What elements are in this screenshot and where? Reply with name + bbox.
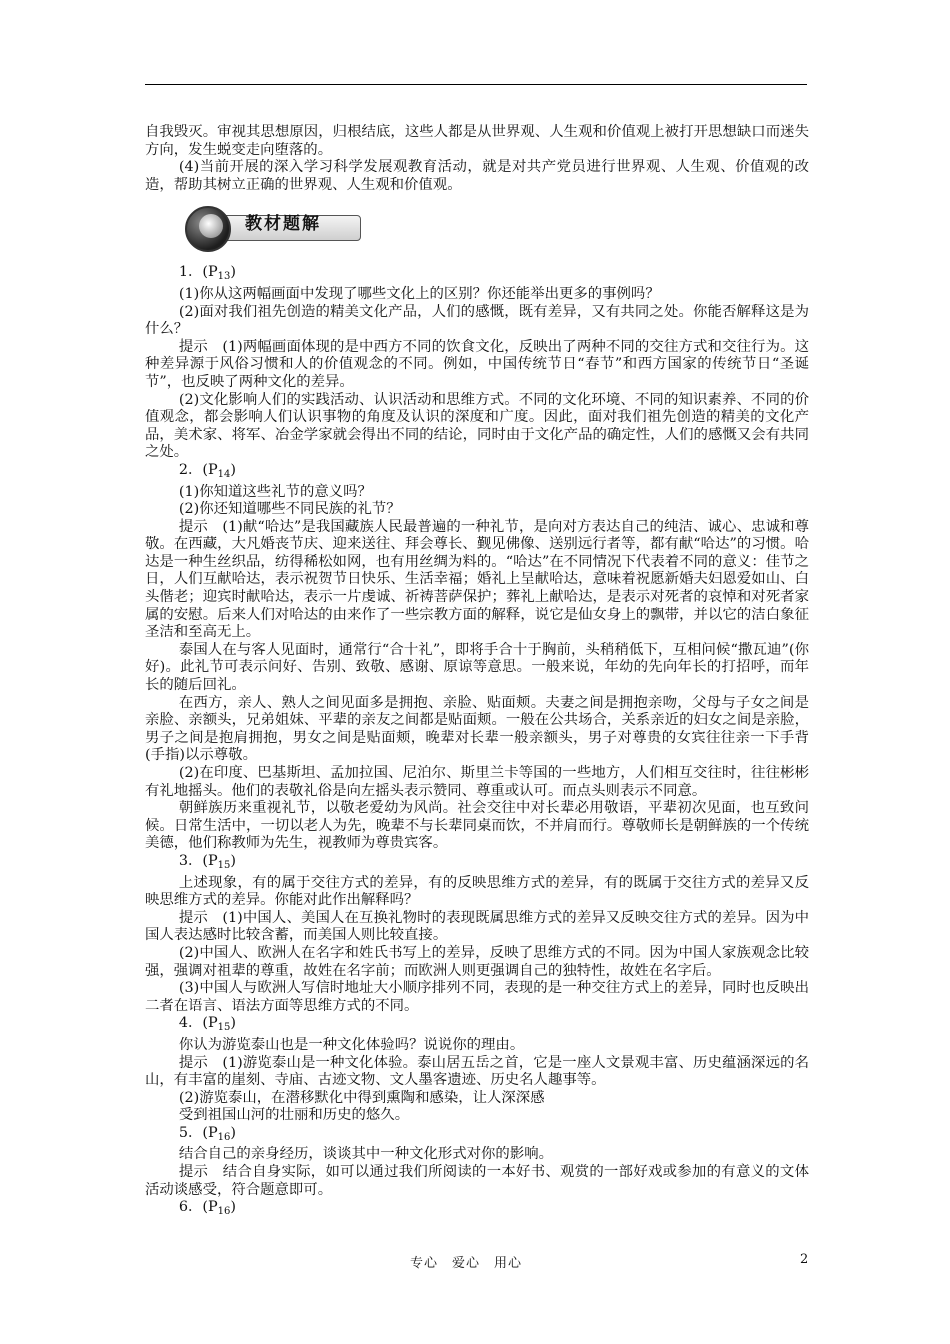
paragraph: (3)中国人与欧洲人写信时地址大小顺序排列不同，表现的是一种交往方式上的差异，同时也反映出二者在语言、语法方面等思维方式的不同。 — [145, 980, 809, 1014]
paragraph: (2)文化影响人们的实践活动、认识活动和思维方式。不同的文化环境、不同的知识素养、不同的价值观念，都会影响人们认识事物的角度及认识的深度和广度。因此，面对我们祖先创造的精美的文化产品，美术家、将军、冶金学家就会得出不同的结论，同时由于文化产品的确定性，人们的感慨又会有共同之处。 — [145, 391, 809, 461]
question-number-label: 3．(P — [178, 852, 218, 869]
paragraph: 提示 (1)游览泰山是一种文化体验。泰山居五岳之首，它是一座人文景观丰富、历史蕴涵深远的名山，有丰富的崖刻、寺庙、古迹文物、文人墨客遗迹、历史名人趣事等。 — [145, 1054, 809, 1089]
paragraph: 泰国人在与客人见面时，通常行“合十礼”，即将手合十于胸前，头稍稍低下，互相问候“撒瓦迪”(你好)。此礼节可表示问好、告别、致敬、感谢、原谅等意思。一般来说，年幼的先向年长的打招呼，而年长的随后回礼。 — [145, 641, 809, 694]
paragraph: (2)面对我们祖先创造的精美文化产品，人们的感慨，既有差异，又有共同之处。你能否解释这是为什么？ — [145, 303, 809, 338]
paragraph: 朝鲜族历来重视礼节，以敬老爱幼为风尚。社会交往中对长辈必用敬语，平辈初次见面，也互致问候。日常生活中，一切以老人为先，晚辈不与长辈同桌而饮，不并肩而行。尊敬师长是朝鲜族的一个传统美德，他们称教师为先生，视教师为尊贵宾客。 — [145, 800, 809, 852]
question-number-close: ) — [230, 461, 237, 478]
paragraph: (2)在印度、巴基斯坦、孟加拉国、尼泊尔、斯里兰卡等国的一些地方，人们相互交往时，往往彬彬有礼地摇头。他们的表敬礼俗是向左摇头表示赞同、尊重或认可。而点头则表示不同意。 — [145, 765, 809, 799]
paragraph: 在西方，亲人、熟人之间见面多是拥抱、亲脸、贴面颊。夫妻之间是拥抱亲吻，父母与子女之间是亲脸、亲额头，兄弟姐妹、平辈的亲友之间都是贴面颊。一般在公共场合，关系亲近的妇女之间是亲脸，男子之间是抱肩拥抱，男女之间是贴面颊，晚辈对长辈一般亲额头，男子对尊贵的女宾往往亲一下手背(手指)以示尊敬。 — [145, 694, 809, 764]
page-ref-subscript: 14 — [217, 468, 231, 480]
header-rule — [145, 84, 807, 85]
paragraph: (2)游览泰山，在潜移默化中得到熏陶和感染，让人深深感 — [178, 1089, 545, 1106]
question-number-close: ) — [230, 852, 237, 869]
question-number — [145, 1015, 809, 1037]
question-number — [145, 1199, 809, 1221]
paragraph: (2)中国人、欧洲人在名字和姓氏书写上的差异，反映了思维方式的不同。因为中国人家族观念比较强，强调对祖辈的尊重，故姓在名字前；而欧洲人则更强调自己的独特性，故姓在名字后。 — [145, 944, 809, 979]
paragraph: (4)当前开展的深入学习科学发展观教育活动，就是对共产党员进行世界观、人生观、价值观的改造，帮助其树立正确的世界观、人生观和价值观。 — [145, 159, 809, 193]
sphere-icon — [185, 206, 231, 252]
section-title: 教材题解 — [245, 214, 321, 235]
question-number-close: ) — [230, 1124, 237, 1141]
question-number — [145, 462, 809, 484]
question-number-close: ) — [230, 1015, 237, 1032]
question-number-close: ) — [230, 264, 237, 281]
question-number-label: 2．(P — [178, 461, 218, 478]
question-number-label: 4．(P — [178, 1015, 218, 1032]
footer-motto: 专心 爱心 用心 — [410, 1256, 523, 1271]
paragraph: 提示 (1)中国人、美国人在互换礼物时的表现既属思维方式的差异又反映交往方式的差异。因为中国人表达感时比较含蓄，而美国人则比较直接。 — [145, 909, 809, 944]
paragraph: 自我毁灭。审视其思想原因，归根结底，这些人都是从世界观、人生观和价值观上被打开思想缺口而迷失方向，发生蜕变走向堕落的。 — [145, 124, 809, 158]
paragraph: 上述现象，有的属于交往方式的差异，有的反映思维方式的差异，有的既属于交往方式的差异又反映思维方式的差异。你能对此作出解释吗？ — [145, 874, 809, 909]
paragraph: (1)你知道这些礼节的意义吗？ — [178, 483, 372, 500]
question-number-label: 5．(P — [178, 1124, 218, 1141]
paragraph: (2)你还知道哪些不同民族的礼节？ — [178, 501, 401, 518]
paragraph: 提示 (1)两幅画面体现的是中西方不同的饮食文化，反映出了两种不同的交往方式和交往行为。这种差异源于风俗习惯和人的价值观念的不同。例如，中国传统节日“春节”和西方国家的传统节日“圣诞节”，也反映了两种文化的差异。 — [145, 338, 809, 390]
question-number — [145, 264, 809, 286]
document-body — [145, 124, 809, 1221]
page-ref-subscript: 16 — [217, 1206, 231, 1218]
section-heading — [185, 204, 365, 256]
paragraph: 提示 结合自身实际，如可以通过我们所阅读的一本好书、观赏的一部好戏或参加的有意义的文体活动谈感受，符合题意即可。 — [145, 1164, 809, 1198]
question-number-label: 1．(P — [178, 264, 218, 281]
page-ref-subscript: 15 — [217, 1022, 231, 1034]
question-number — [145, 1125, 809, 1147]
question-number-label: 6．(P — [178, 1199, 218, 1216]
page-number: 2 — [800, 1252, 809, 1267]
page-ref-subscript: 15 — [217, 859, 231, 871]
exercise-list — [145, 264, 809, 1220]
page-ref-subscript: 13 — [217, 271, 231, 283]
paragraph: 受到祖国山河的壮丽和历史的悠久。 — [178, 1107, 410, 1124]
paragraph: 提示 (1)献“哈达”是我国藏族人民最普遍的一种礼节，是向对方表达自己的纯洁、诚心、忠诚和尊敬。在西藏，大凡婚丧节庆、迎来送往、拜会尊长、觐见佛像、送别远行者等，都有献“哈达”的习惯。哈达是一种生丝织品，纺得稀松如网，也有用丝绸为料的。“哈达”在不同情况下代表着不同的意义：佳节之日，人们互献哈达，表示祝贺节日快乐、生活幸福；婚礼上呈献哈达，意味着祝愿新婚夫妇恩爱如山、白头偕老；迎宾时献哈达，表示一片虔诚、祈祷菩萨保护；葬礼上献哈达，是表示对死者的哀悼和对死者家属的安慰。后来人们对哈达的由来作了一些宗教方面的解释，说它是仙女身上的飘带，并以它的洁白象征圣洁和至高无上。 — [145, 518, 809, 641]
paragraph: 你认为游览泰山也是一种文化体验吗？说说你的理由。 — [178, 1036, 525, 1053]
question-number — [145, 853, 809, 875]
paragraph: 结合自己的亲身经历，谈谈其中一种文化形式对你的影响。 — [178, 1146, 553, 1163]
question-number-close: ) — [230, 1199, 237, 1216]
page-ref-subscript: 16 — [217, 1131, 231, 1143]
paragraph: (1)你从这两幅画面中发现了哪些文化上的区别？你还能举出更多的事例吗？ — [178, 285, 660, 302]
